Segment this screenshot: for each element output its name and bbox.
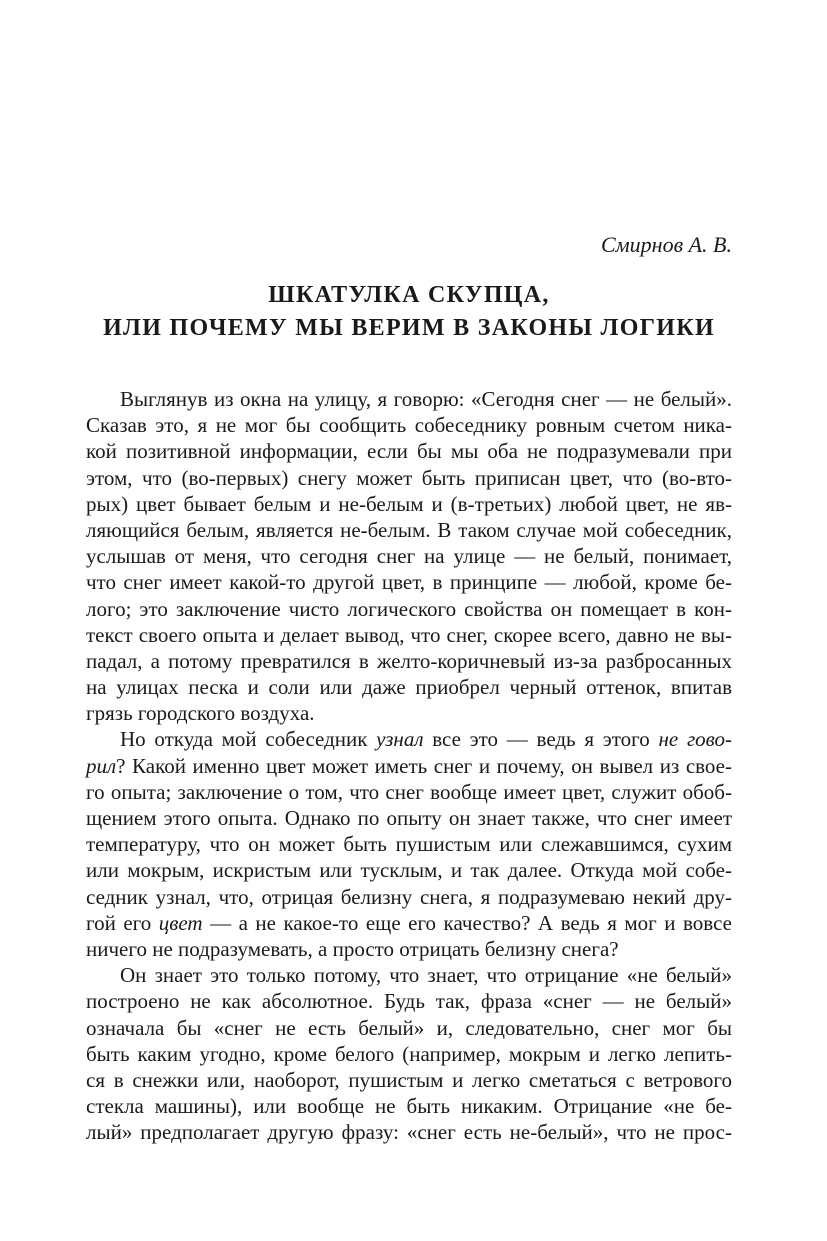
article-body (86, 386, 732, 1145)
text-line: го опыта; заключение о том, что снег вообще имеет цвет, служит обоб- (86, 779, 732, 804)
text-line: текст своего опыта и делает вывод, что снег, скорее всего, давно не вы- (86, 622, 732, 647)
italic-text: узнал (376, 727, 424, 752)
italic-text: рил (86, 753, 117, 778)
text-line (86, 753, 732, 779)
italic-text: цвет (158, 910, 203, 935)
title-line-2: ИЛИ ПОЧЕМУ МЫ ВЕРИМ В ЗАКОНЫ ЛОГИКИ (103, 315, 715, 341)
text-line: седник узнал, что, отрицая белизну снега, я подразумеваю некий дру- (86, 884, 732, 909)
text-line: лый» предполагает другую фразу: «снег есть не-белый», что не прос- (86, 1120, 732, 1145)
text-line: быть каким угодно, кроме белого (например, мокрым и легко лепить- (86, 1041, 732, 1066)
text-line: Он знает это только потому, что знает, что отрицание «не белый» (120, 963, 732, 988)
text-span: гой его (86, 910, 159, 935)
text-line: на улицах песка и соли или даже приобрел черный оттенок, впитав (86, 675, 732, 700)
text-line: падал, а потому превратился в желто-коричневый из-за разбросанных (86, 648, 732, 673)
text-span: ? Какой именно цвет может иметь снег и почему, он вывел из свое- (116, 753, 732, 778)
text-span: все это — ведь я этого (423, 727, 659, 752)
text-line: что снег имеет какой-то другой цвет, в принципе — любой, кроме бе- (86, 570, 732, 595)
paragraph-1 (86, 386, 732, 726)
text-line: рых) цвет бывает белым и не-белым и (в-третьих) любой цвет, не яв- (86, 491, 732, 516)
text-line: щением этого опыта. Однако по опыту он знает также, что снег имеет (86, 806, 732, 830)
text-line: ляющийся белым, является не-белым. В таком случае мой собеседник, (86, 517, 732, 542)
title-line-1: ШКАТУЛКА СКУПЦА, (268, 282, 550, 308)
text-span: Но откуда мой собеседник (120, 727, 377, 752)
text-line: услышав от меня, что сегодня снег на улице — не белый, понимает, (86, 544, 732, 569)
text-line: Сказав это, я не мог бы сообщить собеседнику ровным счетом ника- (86, 413, 732, 438)
text-line: температуру, что он может быть пушистым или слежавшимся, сухим (86, 832, 732, 857)
italic-text: не гово- (658, 727, 732, 752)
text-line: ничего не подразумевать, а просто отрицать белизну снега? (86, 936, 619, 961)
text-span: — а не какое-то еще его качество? А ведь я мог и вовсе (202, 910, 732, 935)
text-line: построено не как абсолютное. Будь так, фраза «снег — не белый» (86, 989, 732, 1014)
paragraph-3 (86, 962, 732, 1145)
text-line: Выглянув из окна на улицу, я говорю: «Сегодня снег — не белый». (120, 387, 732, 411)
text-line: стекла машины), или вообще не быть никаким. Отрицание «не бе- (86, 1094, 732, 1119)
text-line: означала бы «снег не есть белый» и, следовательно, снег мог бы (86, 1015, 732, 1040)
text-line: кой позитивной информации, если бы мы оба не подразумевали при (86, 439, 732, 464)
text-line (86, 910, 732, 936)
text-line: грязь городского воздуха. (86, 701, 315, 726)
text-line: или мокрым, искристым или тусклым, и так далее. Откуда мой собе- (86, 858, 732, 883)
author-name: Смирнов А. В. (600, 232, 732, 257)
text-line (86, 726, 732, 752)
paragraph-2 (86, 726, 732, 962)
text-line: этом, что (во-первых) снегу может быть приписан цвет, что (во-вто- (86, 465, 732, 490)
text-line: ся в снежки или, наоборот, пушистым и легко сметаться с ветрового (86, 1067, 732, 1092)
article-title (86, 279, 732, 345)
text-line: лого; это заключение чисто логического свойства он помещает в кон- (86, 596, 732, 621)
